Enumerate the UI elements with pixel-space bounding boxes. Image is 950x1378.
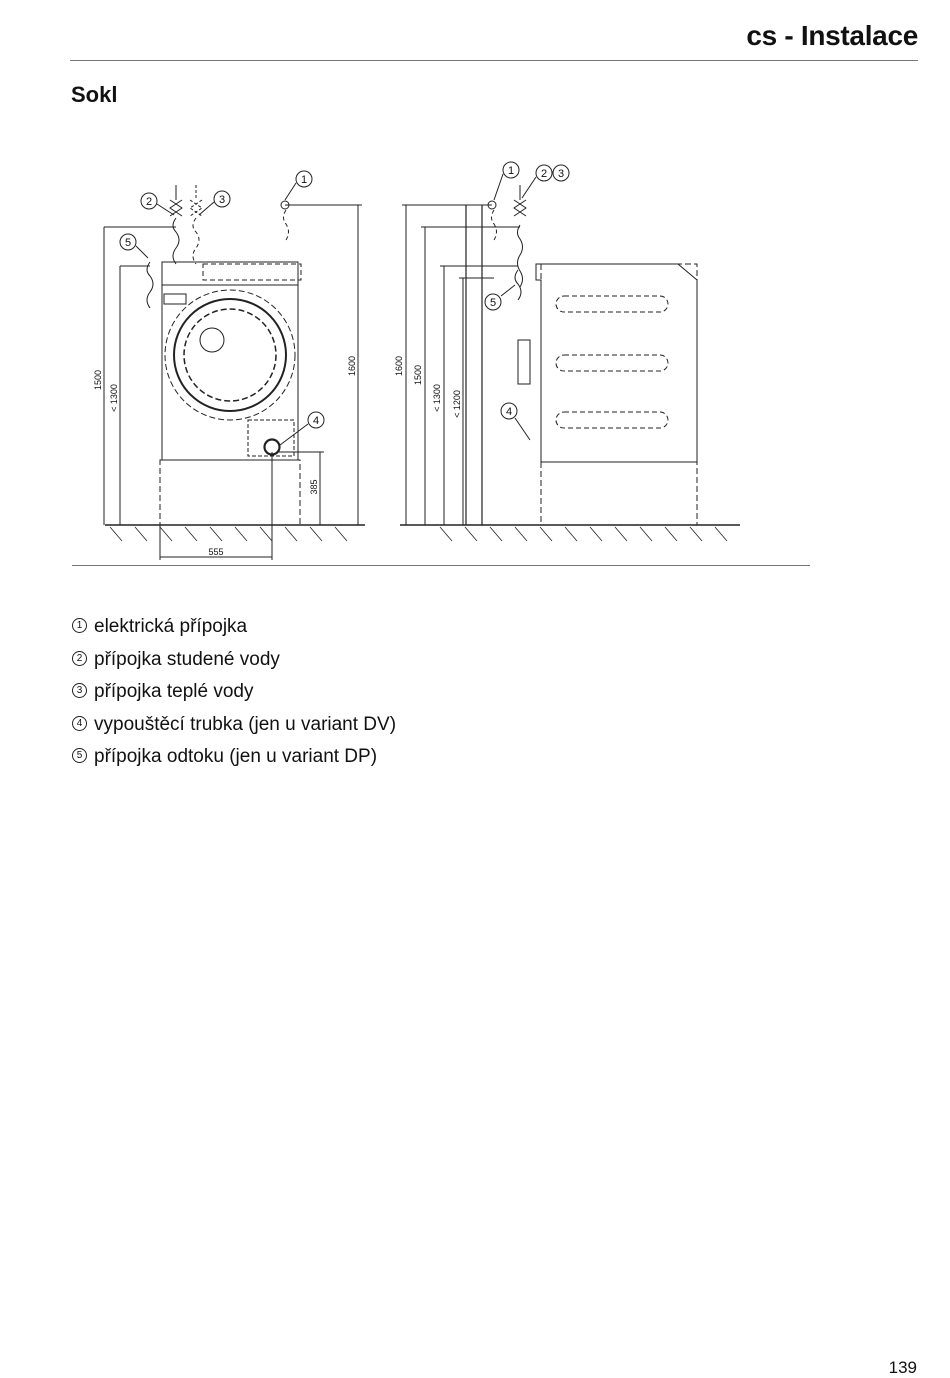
callout-label: 1	[507, 165, 515, 177]
callout-label: 4	[505, 406, 513, 418]
dimension-label: 385	[309, 479, 319, 495]
legend-number: 1	[72, 618, 87, 633]
legend-list	[72, 616, 396, 779]
legend-item	[72, 714, 396, 747]
callout-label: 2	[145, 196, 153, 208]
callout-label: 5	[124, 237, 132, 249]
legend-text: přípojka teplé vody	[94, 681, 254, 702]
legend-number: 2	[72, 651, 87, 666]
callout-label: 1	[300, 174, 308, 186]
callout-markers	[120, 162, 569, 445]
dimension-label: < 1300	[109, 384, 119, 412]
callout-label: 5	[489, 297, 497, 309]
dimension-label: 1600	[347, 355, 357, 377]
callout-label: 4	[312, 415, 320, 427]
legend-number: 4	[72, 716, 87, 731]
dimension-label: < 1200	[452, 390, 462, 418]
legend-item	[72, 681, 396, 714]
legend-text: vypouštěcí trubka (jen u variant DV)	[94, 713, 397, 735]
dimension-label: 1500	[413, 364, 423, 386]
legend-item	[72, 746, 396, 779]
page-number: 139	[888, 1358, 917, 1377]
page-header-title: cs - Instalace	[746, 20, 918, 51]
front-view-drawing	[104, 185, 365, 560]
callout-label: 2	[540, 168, 548, 180]
legend-number: 5	[72, 748, 87, 763]
side-view-drawing	[400, 185, 740, 541]
legend-item	[72, 649, 396, 682]
header-divider	[70, 60, 918, 61]
dimension-label: < 1300	[432, 384, 442, 412]
legend-text: přípojka odtoku (jen u variant DP)	[94, 746, 378, 767]
installation-figure	[0, 150, 950, 570]
legend-text: přípojka studené vody	[94, 648, 280, 670]
figure-divider	[72, 565, 810, 566]
dimension-label: 1600	[394, 355, 404, 377]
section-title: Sokl	[71, 82, 118, 107]
callout-label: 3	[218, 194, 226, 206]
legend-number: 3	[72, 683, 87, 698]
legend-text: elektrická přípojka	[94, 616, 248, 637]
callout-label: 3	[557, 168, 565, 180]
dimension-label: 555	[208, 547, 224, 557]
dimension-label: 1500	[93, 369, 103, 391]
legend-item	[72, 616, 396, 649]
